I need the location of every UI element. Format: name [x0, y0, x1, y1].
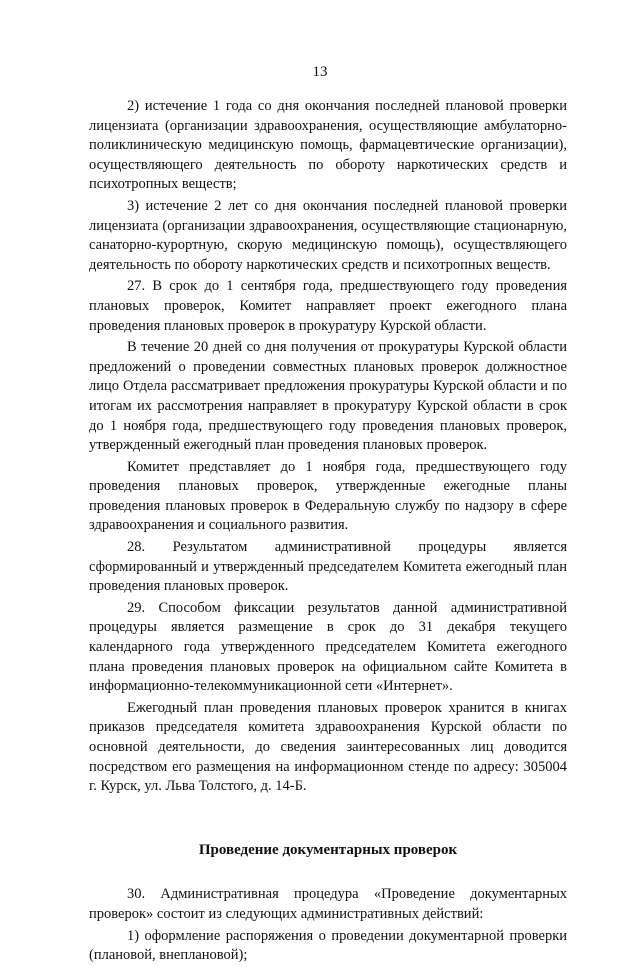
paragraph-27: 27. В срок до 1 сентября года, предшествующего году проведения плановых проверок, Комитет направляет проект ежегодного плана проведения плановых проверок в прокуратуру Курской области. [89, 278, 567, 334]
paragraph-30: 30. Административная процедура «Проведение документарных проверок» состоит из следующих административных действий: [89, 886, 567, 922]
page-number: 13 [312, 64, 328, 80]
paragraph-plan-storage: Ежегодный план проведения плановых проверок хранится в книгах приказов председателя комитета здравоохранения Курской области по основной деятельности, до сведения заинтересованных лиц доводится посредством его размещения на информационном стенде по адресу: 305004 г. Курск, ул. Льва Толстого, д. 14-Б. [89, 699, 567, 795]
document-body [89, 97, 567, 966]
paragraph-item-2-term-1-year: 2) истечение 1 года со дня окончания последней плановой проверки лицензиата (организации здравоохранения, осуществляющие амбулаторно-поликлиническую медицинскую помощь, фармацевтические организации), осуществляющего деятельность по обороту наркотических средств и психотропных веществ; [89, 98, 567, 193]
paragraph-28: 28. Результатом административной процедуры является сформированный и утвержденный председателем Комитета ежегодный план проведения плановых проверок. [89, 539, 567, 595]
paragraph-prosecutor-proposals: В течение 20 дней со дня получения от прокуратуры Курской области предложений о проведении совместных плановых проверок должностное лицо Отдела рассматривает предложения прокуратуры Курской области и по итогам их рассмотрения направляет в прокуратуру Курской области в срок до 1 ноября года, предшествующего году проведения плановых проверок, утвержденный ежегодный план проведения плановых проверок. [89, 339, 567, 454]
paragraph-item-3-term-2-years: 3) истечение 2 лет со дня окончания последней плановой проверки лицензиата (организации здравоохранения, осуществляющие стационарную, санаторно-курортную, скорую медицинскую помощь), осуществляющего деятельность по обороту наркотических средств и психотропных веществ. [89, 197, 567, 273]
section-heading: Проведение документарных проверок [198, 841, 458, 858]
paragraph-item-1-order: 1) оформление распоряжения о проведении документарной проверки (плановой, внеплановой); [89, 927, 567, 964]
paragraph-29: 29. Способом фиксации результатов данной административной процедуры является размещение в срок до 31 декабря текущего календарного года утвержденного председателем Комитета ежегодного плана проведения плановых проверок на официальном сайте Комитета в информационно-телекоммуникационной сети «Интернет». [89, 599, 567, 695]
paragraph-committee-submits: Комитет представляет до 1 ноября года, предшествующего году проведения плановых проверок, утвержденные ежегодные планы проведения плановых проверок в Федеральную службу по надзору в сфере здравоохранения и социального развития. [89, 458, 567, 534]
